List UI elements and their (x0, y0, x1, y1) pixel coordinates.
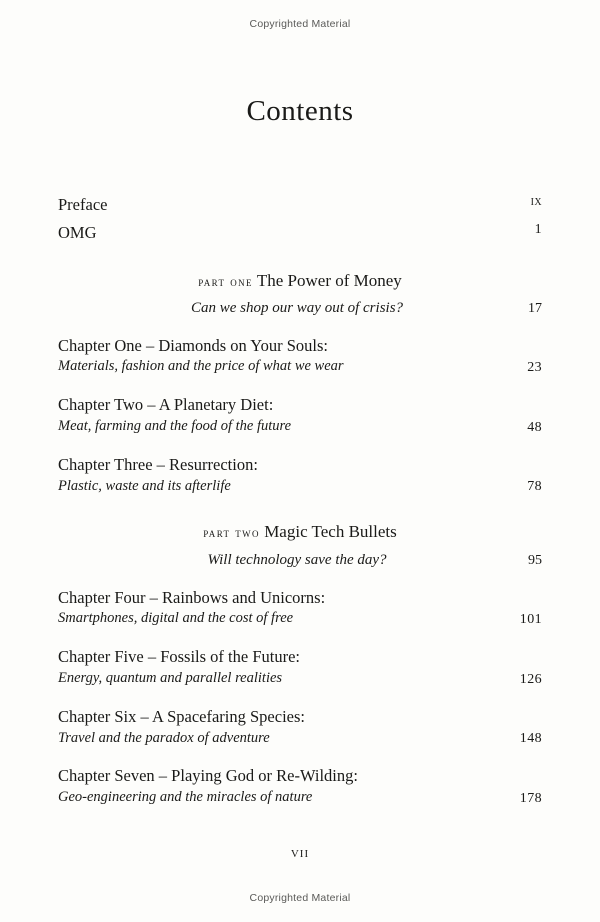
toc-entry-title: Chapter Six – A Spacefaring Species: (58, 706, 305, 726)
toc-entry-page: ix (530, 194, 542, 209)
toc-entry-subtitle: Plastic, waste and its afterlife (58, 477, 231, 494)
toc-entry-title: Chapter Seven – Playing God or Re-Wilding: (58, 766, 358, 786)
toc-entry-subtitle: Meat, farming and the food of the future (58, 418, 292, 434)
toc-entry-title: OMG (58, 222, 97, 242)
page-folio: vii (290, 845, 310, 861)
toc-entry-subtitle: Smartphones, digital and the cost of free (58, 610, 294, 627)
toc-entry-text (58, 394, 512, 436)
part-label: part one (198, 273, 253, 289)
toc-entry-page: 148 (519, 731, 542, 747)
toc-entry-chapter-seven[interactable] (58, 765, 542, 807)
toc-entry-subtitle: Geo-engineering and the miracles of nature (58, 789, 313, 806)
toc-entry-page: 1 (534, 221, 542, 237)
table-of-contents (58, 194, 542, 807)
watermark-top: Copyrighted Material (249, 18, 351, 30)
part-page: 17 (528, 300, 542, 316)
part-one-heading (58, 270, 542, 317)
part-page: 95 (528, 552, 542, 568)
toc-entry-page: 48 (527, 419, 542, 435)
toc-entry-text (58, 646, 512, 688)
toc-entry-title: Chapter One – Diamonds on Your Souls: (58, 335, 328, 355)
toc-entry-title: Preface (58, 195, 108, 214)
part-subtitle-row[interactable] (58, 300, 542, 317)
toc-entry-chapter-five[interactable] (58, 646, 542, 688)
toc-entry-chapter-four[interactable] (58, 587, 542, 629)
toc-entry-text (58, 194, 512, 216)
toc-entry-page: 78 (527, 479, 542, 495)
toc-entry-page: 101 (519, 612, 542, 628)
toc-entry-title: Chapter Four – Rainbows and Unicorns: (58, 587, 326, 607)
toc-entry-title: Chapter Three – Resurrection: (58, 454, 258, 474)
toc-entry-preface[interactable] (58, 194, 542, 216)
toc-entry-text (58, 706, 512, 748)
part-subtitle: Can we shop our way out of crisis? (190, 299, 404, 316)
toc-entry-page: 23 (527, 360, 542, 376)
part-subtitle-row[interactable] (58, 552, 542, 569)
toc-entry-text (58, 765, 512, 807)
toc-entry-text (58, 587, 512, 629)
toc-entry-omg[interactable] (58, 222, 542, 244)
toc-entry-text (58, 335, 512, 377)
toc-entry-title: Chapter Two – A Planetary Diet: (58, 395, 274, 415)
toc-entry-subtitle: Materials, fashion and the price of what we wear (58, 358, 344, 375)
toc-entry-chapter-three[interactable] (58, 454, 542, 496)
watermark-bottom: Copyrighted Material (249, 892, 351, 904)
part-subtitle: Will technology save the day? (207, 551, 387, 568)
part-heading-line (58, 521, 542, 543)
part-one-chapters (58, 335, 542, 496)
toc-entry-text (58, 222, 512, 244)
page-title: Contents (246, 95, 354, 127)
part-title: Magic Tech Bullets (264, 522, 397, 542)
part-title: The Power of Money (256, 270, 402, 290)
toc-entry-page: 126 (519, 671, 542, 687)
toc-entry-subtitle: Travel and the paradox of adventure (58, 729, 270, 746)
toc-entry-subtitle: Energy, quantum and parallel realities (58, 669, 283, 686)
part-label: part two (203, 525, 260, 541)
part-heading-line (58, 270, 542, 292)
toc-entry-text (58, 454, 512, 496)
toc-entry-chapter-six[interactable] (58, 706, 542, 748)
toc-entry-chapter-two[interactable] (58, 394, 542, 436)
part-two-chapters (58, 587, 542, 807)
toc-entry-chapter-one[interactable] (58, 335, 542, 377)
contents-body (58, 95, 542, 825)
part-two-heading (58, 521, 542, 568)
toc-entry-page: 178 (519, 790, 542, 806)
toc-entry-title: Chapter Five – Fossils of the Future: (58, 647, 300, 667)
